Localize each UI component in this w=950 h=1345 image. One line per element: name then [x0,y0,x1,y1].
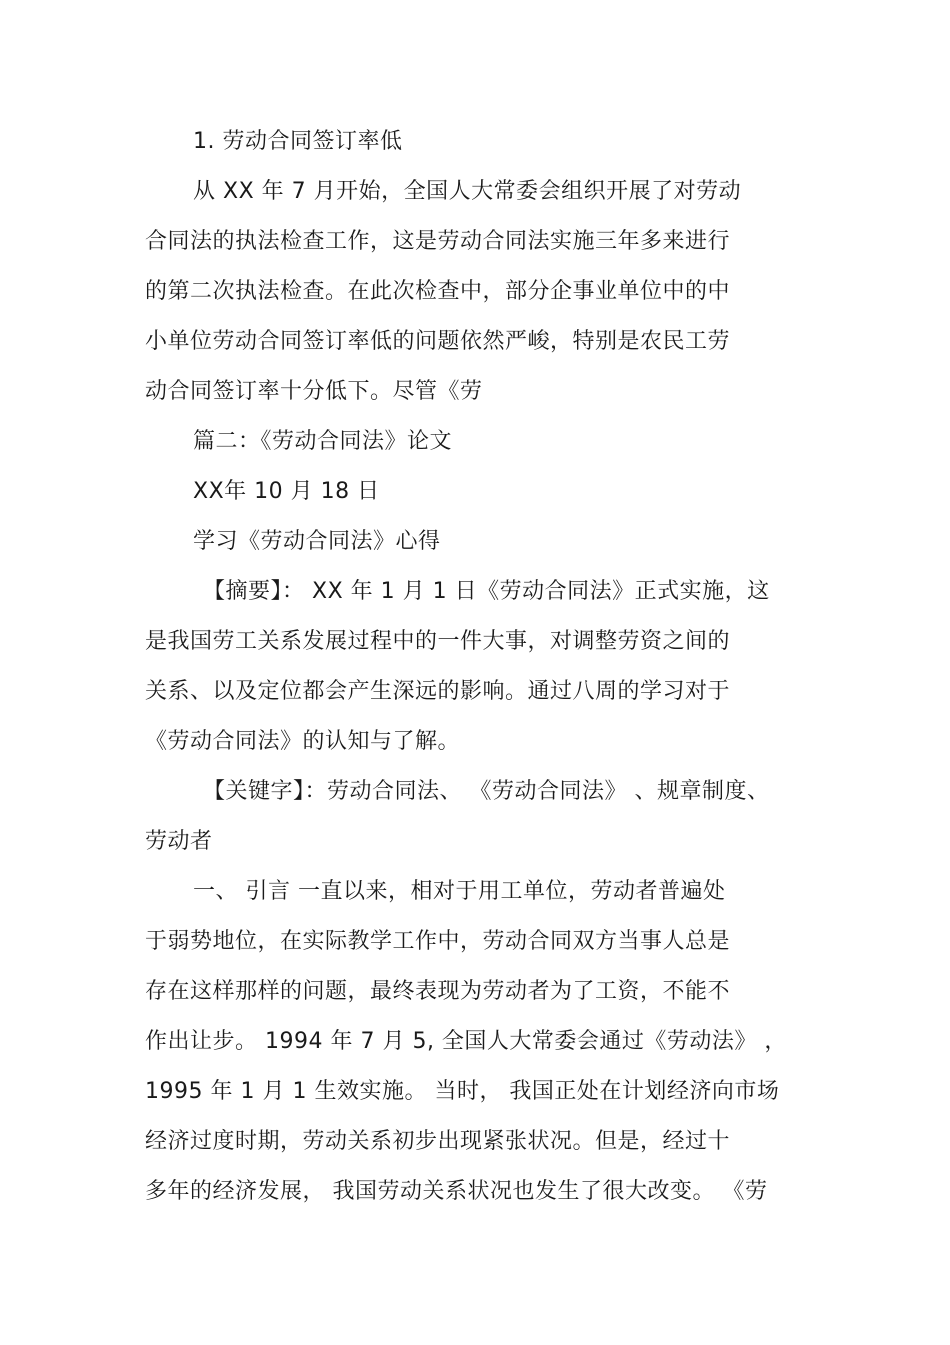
intro-line: 1995 年 1 月 1 生效实施。 当时， 我国正处在计划经济向市场 [145,1079,780,1104]
intro-line: 于弱势地位，在实际教学工作中，劳动合同双方当事人总是 [145,929,731,954]
intro-line: 经济过度时期，劳动关系初步出现紧张状况。但是，经过十 [145,1129,731,1154]
date-line: XX年 10 月 18 日 [193,479,380,504]
keywords-line: 【关键字】：劳动合同法、 《劳动合同法》 、规章制度、 [203,779,770,804]
paragraph-line: 小单位劳动合同签订率低的问题依然严峻，特别是农民工劳 [145,329,731,354]
intro-line: 一、 引言 一直以来，相对于用工单位，劳动者普遍处 [193,879,726,904]
abstract-line: 是我国劳工关系发展过程中的一件大事，对调整劳资之间的 [145,629,731,654]
chapter-title: 篇二：《劳动合同法》论文 [193,429,453,454]
abstract-line: 【摘要】： XX 年 1 月 1 日《劳动合同法》正式实施，这 [203,579,770,604]
essay-title: 学习《劳动合同法》心得 [193,529,441,554]
paragraph-line: 从 XX 年 7 月开始，全国人大常委会组织开展了对劳动 [193,179,742,204]
paragraph-line: 合同法的执法检查工作，这是劳动合同法实施三年多来进行 [145,229,731,254]
section-heading: 1. 劳动合同签订率低 [193,129,403,154]
paragraph-line: 动合同签订率十分低下。尽管《劳 [145,379,483,404]
intro-line: 作出让步。 1994 年 7 月 5, 全国人大常委会通过《劳动法》 ， [145,1029,787,1054]
intro-line: 存在这样那样的问题，最终表现为劳动者为了工资，不能不 [145,979,731,1004]
keywords-line: 劳动者 [145,829,213,854]
paragraph-line: 的第二次执法检查。在此次检查中，部分企事业单位中的中 [145,279,731,304]
abstract-line: 关系、以及定位都会产生深远的影响。通过八周的学习对于 [145,679,731,704]
intro-line: 多年的经济发展， 我国劳动关系状况也发生了很大改变。 《劳 [145,1179,768,1204]
abstract-line: 《劳动合同法》的认知与了解。 [145,729,461,754]
